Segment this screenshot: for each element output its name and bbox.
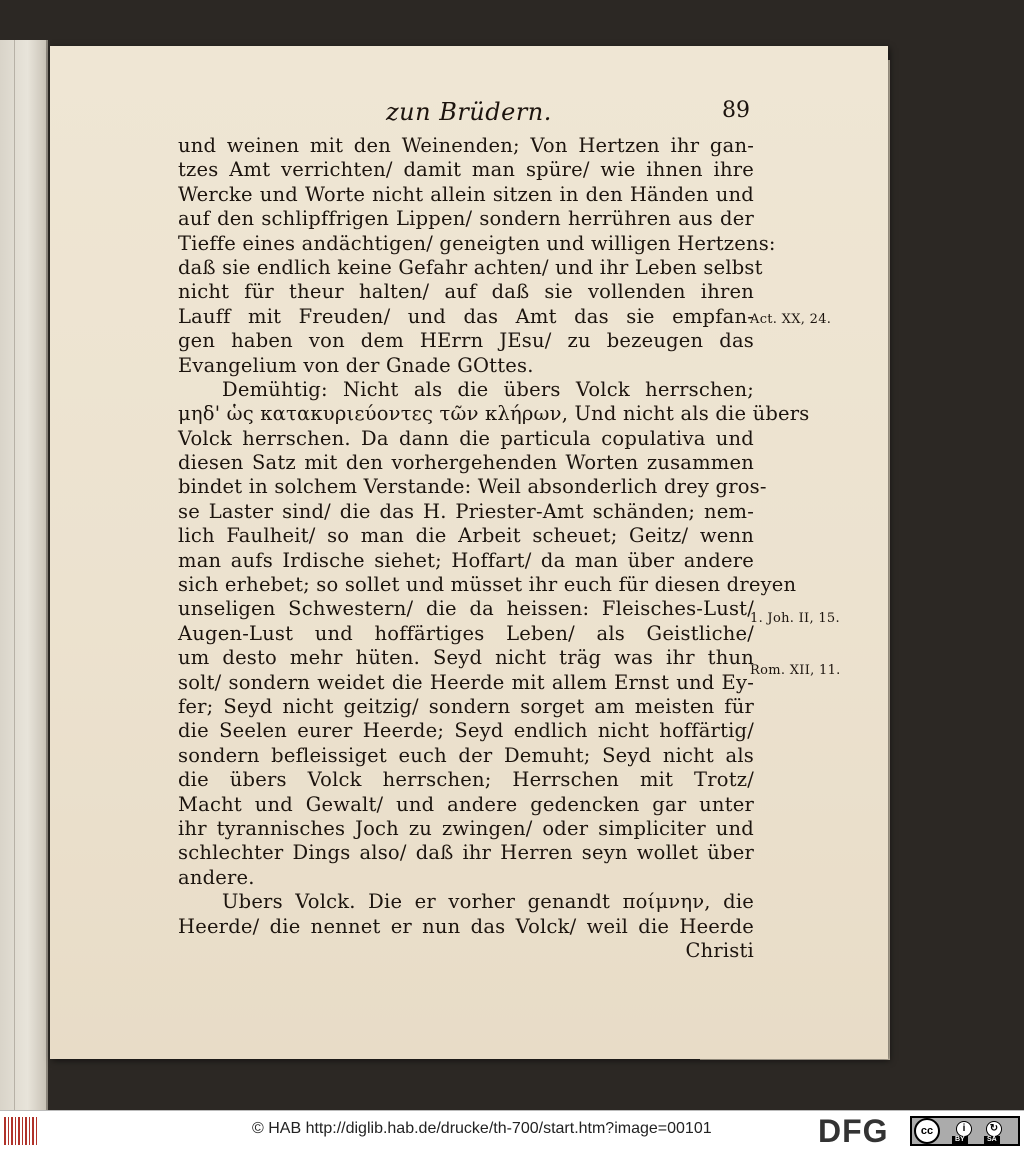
- text-line: Volck herrschen. Da dann die particula copulativa und: [178, 426, 754, 450]
- previous-page-edge: [0, 40, 48, 1110]
- text-line: nicht für theur halten/ auf daß sie vollenden ihren: [178, 280, 754, 304]
- text-line: Heerde/ die nennet er nun das Volck/ weil die Heerde: [178, 914, 754, 938]
- text-line: diesen Satz mit den vorhergehenden Worten zusammen: [178, 451, 754, 475]
- footer-bar: [0, 1110, 1024, 1150]
- text-line: auf den schlipffrigen Lippen/ sondern herrühren aus der: [178, 207, 754, 231]
- text-line: um desto mehr hüten. Seyd nicht träg was ihr thun: [178, 646, 754, 670]
- text-line: μηδ' ὡς κατακυριεύοντες τῶν κλήρων, Und nicht als die übers: [178, 402, 810, 426]
- text-line: tzes Amt verrichten/ damit man spüre/ wie ihnen ihre: [178, 158, 754, 182]
- text-line: gen haben von dem HErrn JEsu/ zu bezeugen das: [178, 329, 754, 353]
- cc-icon: cc: [914, 1118, 940, 1144]
- text-line: schlechter Dings also/ daß ihr Herren seyn wollet über: [178, 841, 754, 865]
- text-line: Evangelium von der Gnade GOttes.: [178, 353, 534, 377]
- cc-license-badge[interactable]: [910, 1116, 1020, 1146]
- catchword: Christi: [685, 938, 754, 962]
- text-line: die Seelen eurer Heerde; Seyd endlich nicht hoffärtig/: [178, 719, 754, 743]
- text-line: und weinen mit den Weinenden; Von Hertzen ihr gan-: [178, 134, 754, 157]
- text-line: ihr tyrannisches Joch zu zwingen/ oder simpliciter und: [178, 816, 754, 840]
- margin-note: Act. XX, 24.: [750, 312, 832, 327]
- share-alike-icon: ↻: [986, 1121, 1002, 1137]
- text-line: Tieffe eines andächtigen/ geneigten und willigen Hertzens:: [178, 231, 776, 255]
- text-line: die übers Volck herrschen; Herrschen mit Trotz/: [178, 768, 754, 792]
- sa-label: SA: [984, 1136, 1000, 1144]
- text-line: Ubers Volck. Die er vorher genandt ποίμνην, die: [222, 890, 754, 914]
- text-line: sondern befleissiget euch der Demuht; Seyd nicht als: [178, 743, 754, 767]
- by-label: BY: [952, 1136, 968, 1144]
- text-line: Demühtig: Nicht als die übers Volck herrschen;: [222, 377, 754, 401]
- text-line: lich Faulheit/ so man die Arbeit scheuet; Geitz/ wenn: [178, 524, 754, 548]
- text-line: Lauff mit Freuden/ und das Amt das sie empfan-: [178, 304, 754, 328]
- attribution-icon: i: [956, 1121, 972, 1137]
- text-line: unseligen Schwestern/ die da heissen: Fleisches-Lust/: [178, 597, 754, 621]
- text-line: man aufs Irdische siehet; Hoffart/ da man über andere: [178, 548, 754, 572]
- text-line: solt/ sondern weidet die Heerde mit allem Ernst und Ey-: [178, 670, 754, 694]
- text-line: fer; Seyd nicht geitzig/ sondern sorget am meisten für: [178, 694, 754, 718]
- copyright-link[interactable]: © HAB http://diglib.hab.de/drucke/th-700/start.htm?image=00101: [252, 1120, 712, 1137]
- running-head: zun Brüdern.: [386, 98, 552, 126]
- text-line: Macht und Gewalt/ und andere gedencken gar unter: [178, 792, 754, 816]
- hab-logo-icon: [4, 1117, 38, 1145]
- scanned-page: [50, 46, 888, 1059]
- text-line: se Laster sind/ die das H. Priester-Amt schänden; nem-: [178, 499, 754, 523]
- text-line: andere.: [178, 865, 255, 889]
- text-line: daß sie endlich keine Gefahr achten/ und ihr Leben selbst: [178, 255, 763, 279]
- text-line: sich erhebet; so sollet und müsset ihr euch für diesen dreyen: [178, 573, 797, 597]
- text-line: bindet in solchem Verstande: Weil absonderlich drey gros-: [178, 475, 767, 499]
- page-body: [178, 46, 898, 1059]
- margin-note: Rom. XII, 11.: [750, 663, 841, 678]
- text-line: Augen-Lust und hoffärtiges Leben/ als Geistliche/: [178, 621, 754, 645]
- dfg-logo: DFG: [818, 1113, 889, 1149]
- page-number: 89: [722, 98, 750, 123]
- text-line: Wercke und Worte nicht allein sitzen in den Händen und: [178, 182, 754, 206]
- margin-note: 1. Joh. II, 15.: [750, 611, 840, 626]
